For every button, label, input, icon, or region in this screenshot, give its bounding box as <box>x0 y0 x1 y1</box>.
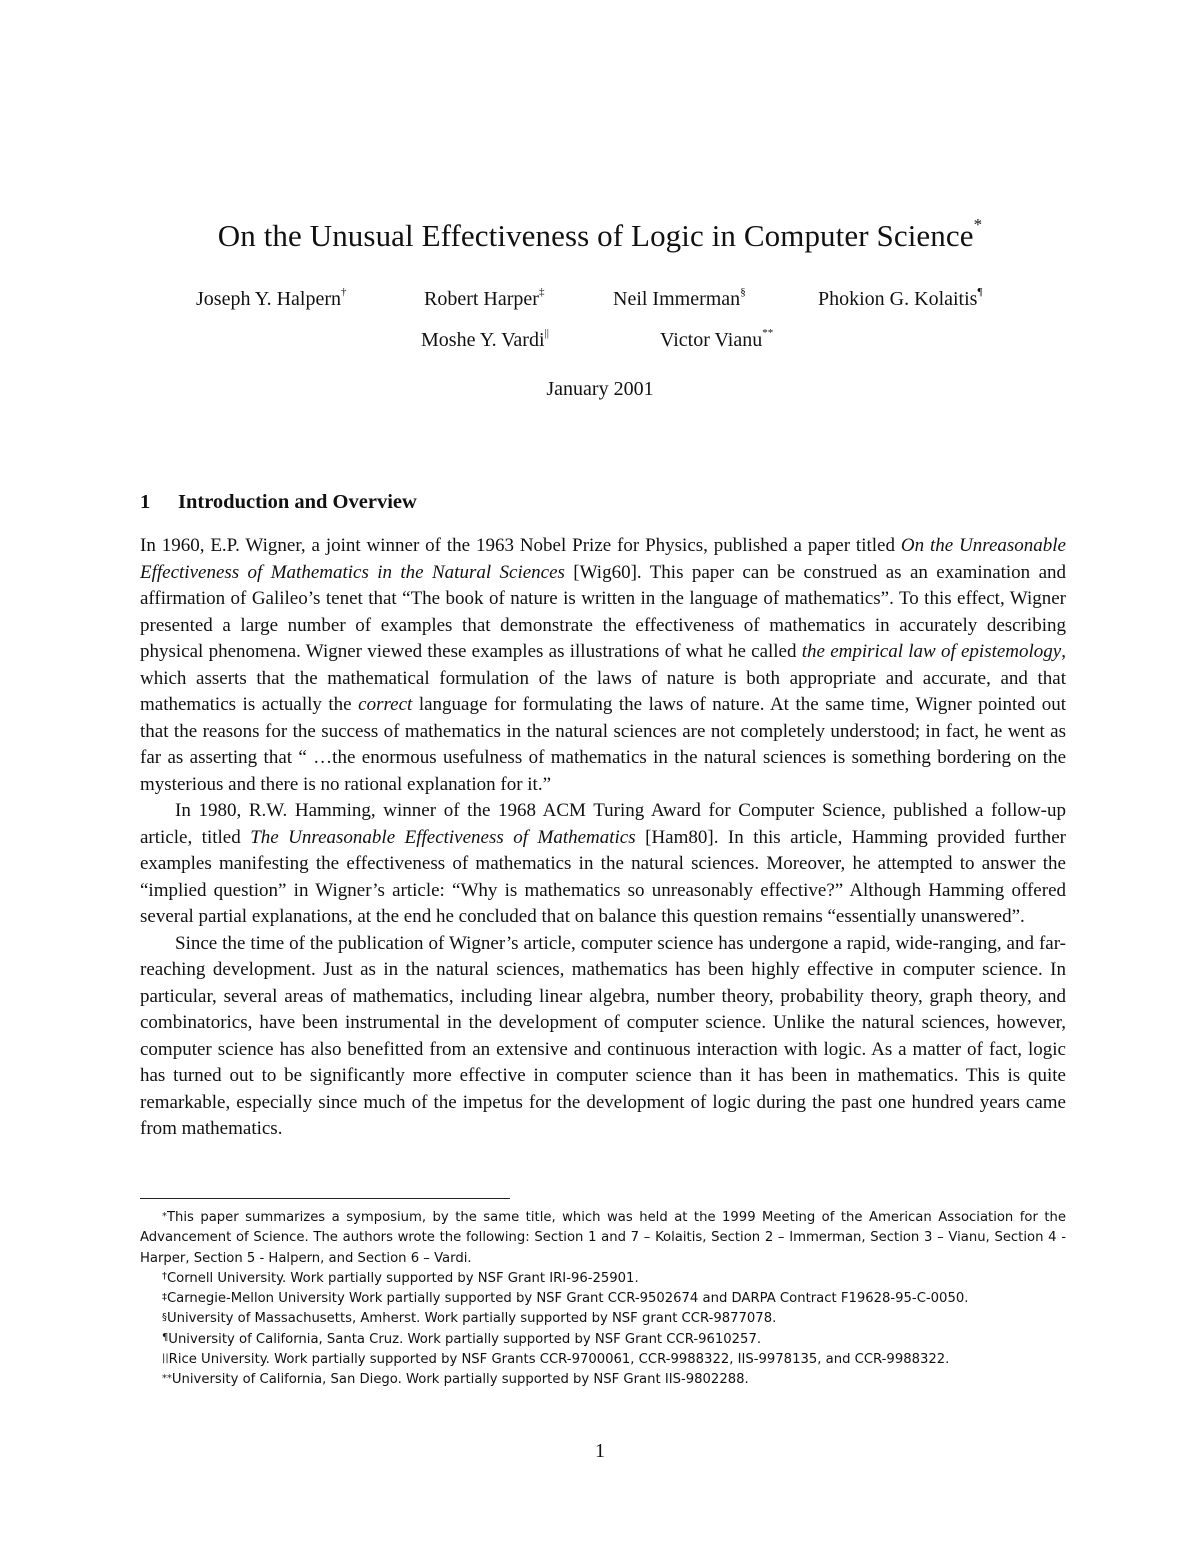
title-footnote-mark: * <box>973 214 983 234</box>
author-halpern <box>196 285 347 311</box>
italic-title: The Unreasonable Effectiveness of Mathematics <box>250 826 636 848</box>
author-harper <box>424 285 545 311</box>
author-mark: ¶ <box>977 285 983 298</box>
author-name: Robert Harper <box>424 288 539 310</box>
author-name: Victor Vianu <box>660 329 763 351</box>
footnote-mark: ¶ <box>162 1332 169 1344</box>
text-run: [Wig60]. This paper can be construed as an examination and affirmation of Galileo’s tenet that “The book of nature is written in the language of mathematics”. To this effect, Wigner presented a large number of examples that demonstrate the effectiveness of mathematics in accurately describing physical phenomena. Wigner viewed these examples as illustrations of what he called <box>140 561 1066 662</box>
paragraph-2 <box>140 798 1066 931</box>
text-run: , which asserts that the mathematical formulation of the laws of nature is both appropriate and accurate, and that mathematics is actually the <box>140 641 1066 715</box>
footnote-text: University of California, San Diego. Work partially supported by NSF Grant IIS-9802288. <box>171 1372 749 1388</box>
paragraph-3: Since the time of the publication of Wigner’s article, computer science has undergone a rapid, wide-ranging, and far-reaching development. Just as in the natural sciences, mathematics has been highly effective in computer science. In particular, several areas of mathematics, including linear algebra, number theory, probability theory, graph theory, and combinatorics, have been instrumental in the development of computer science. Unlike the natural sciences, however, computer science has also benefitted from an extensive and continuous interaction with logic. As a matter of fact, logic has turned out to be significantly more effective in computer science than it has been in mathematics. This is quite remarkable, especially since much of the impetus for the development of logic during the past one hundred years came from mathematics. <box>140 932 1066 1139</box>
text-run: [Ham80]. In this article, Hamming provided further examples manifesting the effectiveness of mathematics in the natural sciences. Moreover, he attempted to answer the “implied question” in Wigner’s article: “Why is mathematics so unreasonably effective?” Although Hamming offered several partial explanations, at the end he concluded that on balance this question remains “essentially unanswered”. <box>140 826 1066 927</box>
author-mark: || <box>544 326 549 339</box>
author-vianu <box>660 326 774 352</box>
author-name: Joseph Y. Halpern <box>196 288 341 310</box>
publication-date: January 2001 <box>546 378 654 400</box>
footnote-item <box>140 1269 1066 1289</box>
author-immerman <box>613 285 746 311</box>
footnote-text: University of California, Santa Cruz. Work partially supported by NSF Grant CCR-9610257. <box>168 1331 762 1347</box>
body-text <box>140 533 1066 1143</box>
footnote-mark: ‡ <box>162 1291 167 1303</box>
paragraph-1 <box>140 533 1066 798</box>
author-name: Moshe Y. Vardi <box>421 329 545 351</box>
italic-word: correct <box>358 694 413 715</box>
footnote-text: Cornell University. Work partially supported by NSF Grant IRI-96-25901. <box>166 1270 639 1286</box>
footnote-rule <box>140 1198 510 1199</box>
footnote-mark: || <box>162 1352 169 1364</box>
italic-term: the empirical law of epistemology <box>801 641 1062 662</box>
footnote-item <box>140 1309 1066 1329</box>
author-vardi <box>421 326 549 352</box>
footnote-item <box>140 1330 1066 1350</box>
footnote-text: University of Massachusetts, Amherst. Work partially supported by NSF grant CCR-9877078. <box>166 1311 777 1327</box>
footnote-text: This paper summarizes a symposium, by the same title, which was held at the 1999 Meeting of the American Association for the Advancement of Science. The authors wrote the following: Section 1 and 7 – Kolaitis, Section 2 – Immerman, Section 3 – Vianu, Section 4 - Harper, Section 5 - Halpern, and Section 6 – Vardi. <box>140 1210 1066 1266</box>
footnote-mark: † <box>162 1271 167 1283</box>
footnote-item <box>140 1289 1066 1309</box>
author-name: Phokion G. Kolaitis <box>818 288 978 310</box>
footnotes <box>140 1208 1066 1391</box>
section-number: 1 <box>140 491 151 513</box>
footnote-mark: * <box>162 1210 167 1222</box>
author-mark: † <box>340 285 347 298</box>
text-run: In 1960, E.P. Wigner, a joint winner of the 1963 Nobel Prize for Physics, published a paper titled <box>140 535 901 556</box>
author-mark: ** <box>762 326 774 339</box>
paper-title <box>0 214 1200 254</box>
text-run: language for formulating the laws of nature. At the same time, Wigner pointed out that the reasons for the success of mathematics in the natural sciences are not completely understood; in fact, he went as far as asserting that “ …the enormous usefulness of mathematics in the natural sciences is something bordering on the mysterious and there is no rational explanation for it.” <box>140 694 1066 795</box>
footnote-item <box>140 1208 1066 1269</box>
section-title: Introduction and Overview <box>178 491 417 513</box>
author-name: Neil Immerman <box>613 288 741 310</box>
author-mark: ‡ <box>538 285 545 298</box>
footnote-item <box>140 1370 1066 1390</box>
author-mark: § <box>740 285 746 298</box>
title-text: On the Unusual Effectiveness of Logic in Computer Science <box>217 218 974 253</box>
page-number: 1 <box>595 1440 605 1462</box>
footnote-mark: ** <box>162 1372 172 1384</box>
footnote-text: Carnegie-Mellon University Work partially supported by NSF Grant CCR-9502674 and DARPA Contract F19628-95-C-0050. <box>166 1291 969 1307</box>
section-heading <box>140 491 417 514</box>
italic-title: On the Unreasonable Effectiveness of Mathematics in the Natural Sciences <box>140 535 1066 583</box>
footnote-item <box>140 1350 1066 1370</box>
footnote-mark: § <box>162 1312 167 1323</box>
author-kolaitis <box>818 285 983 311</box>
footnote-text: Rice University. Work partially supported by NSF Grants CCR-9700061, CCR-9988322, IIS-9978135, and CCR-9988322. <box>168 1352 950 1368</box>
text-run: In 1980, R.W. Hamming, winner of the 1968 ACM Turing Award for Computer Science, published a follow-up article, titled <box>140 800 1066 848</box>
